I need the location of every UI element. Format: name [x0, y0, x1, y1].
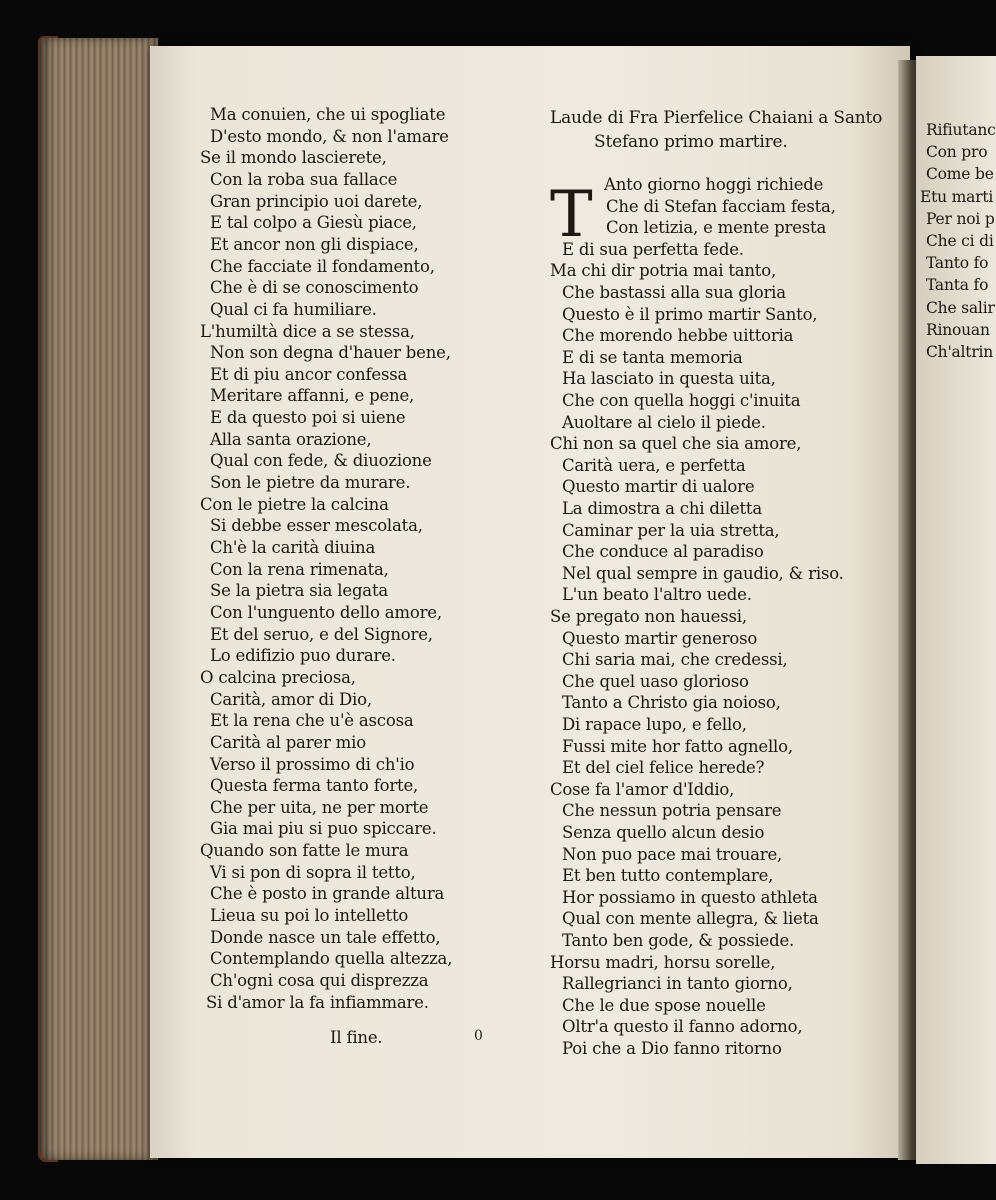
right-verse-line: Nel qual sempre in gaudio, & riso. [562, 563, 844, 583]
left-verse-line: Che è posto in grande altura [210, 884, 445, 904]
left-verse-line: Donde nasce un tale effetto, [210, 927, 441, 947]
right-title-line-1: Laude di Fra Pierfelice Chaiani a Santo [550, 108, 883, 128]
right-verse-line: Non puo pace mai trouare, [562, 844, 783, 864]
left-verse-line: Con l'unguento dello amore, [210, 602, 442, 622]
left-verse-line: Lieua su poi lo intelletto [210, 906, 409, 926]
right-verse-line: La dimostra a chi diletta [562, 499, 762, 518]
next-page-line: Rinouan [926, 320, 990, 339]
left-verse-line: Se il mondo lascierete, [200, 148, 387, 168]
left-verse-line: Son le pietre da murare. [210, 473, 411, 493]
right-title-line-2: Stefano primo martire. [594, 132, 788, 152]
next-page-line: Come be [926, 165, 994, 184]
right-verse-line: Carità uera, e perfetta [562, 455, 746, 475]
left-verse-line: O calcina preciosa, [200, 667, 356, 687]
left-verse-line: Vi si pon di sopra il tetto, [210, 862, 416, 882]
right-verse-line: E di sua perfetta fede. [562, 239, 744, 259]
left-footer: Il fine. [330, 1028, 383, 1047]
next-page-line: Che ci di [926, 232, 994, 250]
left-verse-line: Con la rena rimenata, [210, 559, 389, 579]
right-verse-line: Tanto ben gode, & possiede. [562, 931, 795, 950]
right-verse-line: Che con quella hoggi c'inuita [562, 391, 801, 410]
left-verse-line: Si d'amor la fa infiammare. [206, 992, 429, 1012]
next-page-fragment [916, 56, 996, 1164]
left-verse-line: Et del seruo, e del Signore, [210, 624, 433, 644]
next-page-line: Tanta fo [926, 276, 989, 295]
left-verse-line: Che è di se conoscimento [210, 278, 419, 298]
left-verse-line: Si debbe esser mescolata, [210, 516, 423, 536]
right-verse-line: Questo è il primo martir Santo, [562, 304, 818, 324]
right-verse-line: Che le due spose nouelle [562, 995, 766, 1015]
right-verse-line: Caminar per la uia stretta, [562, 520, 780, 540]
left-verse-line: L'humiltà dice a se stessa, [200, 321, 415, 341]
left-verse-line: Qual ci fa humiliare. [210, 299, 377, 319]
left-verse-line: Et la rena che u'è ascosa [210, 711, 414, 731]
right-verse-line: Che bastassi alla sua gloria [562, 283, 786, 302]
right-verse-line: L'un beato l'altro uede. [562, 585, 752, 605]
left-verse-line: Qual con fede, & diuozione [210, 451, 432, 471]
left-verse-line: E tal colpo a Giesù piace, [210, 213, 417, 233]
next-page-line: Etu marti [920, 187, 994, 206]
right-verse-line: Et ben tutto contemplare, [562, 866, 774, 886]
right-verse-line: Chi saria mai, che credessi, [562, 650, 788, 670]
left-verse-line: Con le pietre la calcina [200, 494, 389, 514]
right-verse-line: Oltr'a questo il fanno adorno, [562, 1017, 803, 1037]
left-verse-line: E da questo poi si uiene [210, 408, 406, 428]
right-verse-line: Et del ciel felice herede? [562, 758, 765, 778]
right-verse-line: Hor possiamo in questo athleta [562, 887, 818, 907]
left-verse-line: Gran principio uoi darete, [210, 191, 423, 211]
drop-cap: T [550, 178, 593, 252]
left-verse-line: Carità al parer mio [210, 732, 366, 752]
left-verse-line: Carità, amor di Dio, [210, 689, 372, 709]
right-verse-line: Auoltare al cielo il piede. [562, 412, 766, 432]
right-verse-line: E di se tanta memoria [562, 347, 743, 367]
left-verse-line: Che facciate il fondamento, [210, 256, 435, 276]
left-verse-line: Ch'è la carità diuina [210, 538, 376, 557]
next-page-line: Ch'altrin [926, 343, 994, 361]
left-verse-line: Meritare affanni, e pene, [210, 386, 415, 406]
right-verse-line: Cose fa l'amor d'Iddio, [550, 779, 735, 799]
left-verse-line: Gia mai piu si puo spiccare. [210, 819, 437, 839]
right-verse-line: Rallegrianci in tanto giorno, [562, 974, 793, 994]
book-page-edges [40, 38, 158, 1160]
left-verse-line: Ch'ogni cosa qui disprezza [210, 971, 429, 990]
right-verse-line: Che nessun potria pensare [562, 801, 782, 821]
right-verse-line: Anto giorno hoggi richiede [604, 175, 824, 194]
left-verse-line: Lo edifizio puo durare. [210, 646, 396, 666]
left-verse-line: Et ancor non gli dispiace, [210, 234, 419, 254]
next-page-line: Rifiutanc [926, 121, 996, 139]
right-verse-line: Che morendo hebbe uittoria [562, 326, 794, 346]
right-verse-line: Senza quello alcun desio [562, 823, 765, 842]
left-verse-line: Questa ferma tanto forte, [210, 776, 419, 796]
right-verse-line: Poi che a Dio fanno ritorno [562, 1039, 782, 1058]
right-verse-line: Fussi mite hor fatto agnello, [562, 736, 793, 756]
left-verse-line: Non son degna d'hauer bene, [210, 343, 451, 363]
left-verse-line: Ma conuien, che ui spogliate [210, 105, 446, 124]
left-verse-line: Quando son fatte le mura [200, 841, 409, 861]
right-verse-line: Ha lasciato in questa uita, [562, 369, 776, 389]
left-verse-line: Che per uita, ne per morte [210, 797, 429, 817]
right-verse-line: Ma chi dir potria mai tanto, [550, 261, 777, 281]
right-verse-line: Tanto a Christo gia noioso, [562, 693, 781, 713]
right-verse-line: Se pregato non hauessi, [550, 607, 747, 626]
right-verse-line: Che di Stefan facciam festa, [606, 196, 836, 216]
next-page-line: Per noi p [926, 209, 995, 228]
left-verse-line: Alla santa orazione, [210, 429, 372, 449]
right-verse-line: Horsu madri, horsu sorelle, [550, 952, 776, 972]
right-verse-line: Che quel uaso glorioso [562, 671, 749, 691]
left-verse-line: Verso il prossimo di ch'io [210, 754, 415, 774]
left-verse-line: Et di piu ancor confessa [210, 364, 408, 384]
right-verse-line: Questo martir generoso [562, 628, 758, 648]
left-verse-line: D'esto mondo, & non l'amare [210, 126, 449, 146]
right-verse-line: Questo martir di ualore [562, 477, 755, 497]
left-verse-line: Contemplando quella altezza, [210, 949, 453, 969]
next-page-line: Che salir [926, 298, 995, 317]
right-verse-line: Di rapace lupo, e fello, [562, 715, 747, 734]
right-verse-line: Qual con mente allegra, & lieta [562, 909, 819, 929]
folio-mark: 0 [474, 1028, 483, 1044]
right-verse-line: Chi non sa quel che sia amore, [550, 434, 802, 454]
next-page-line: Tanto fo [926, 254, 989, 273]
left-verse-line: Con la roba sua fallace [210, 169, 398, 189]
left-verse-line: Se la pietra sia legata [210, 581, 389, 601]
next-page-line: Con pro [926, 143, 988, 162]
right-verse-line: Con letizia, e mente presta [606, 218, 827, 238]
right-verse-line: Che conduce al paradiso [562, 542, 764, 562]
